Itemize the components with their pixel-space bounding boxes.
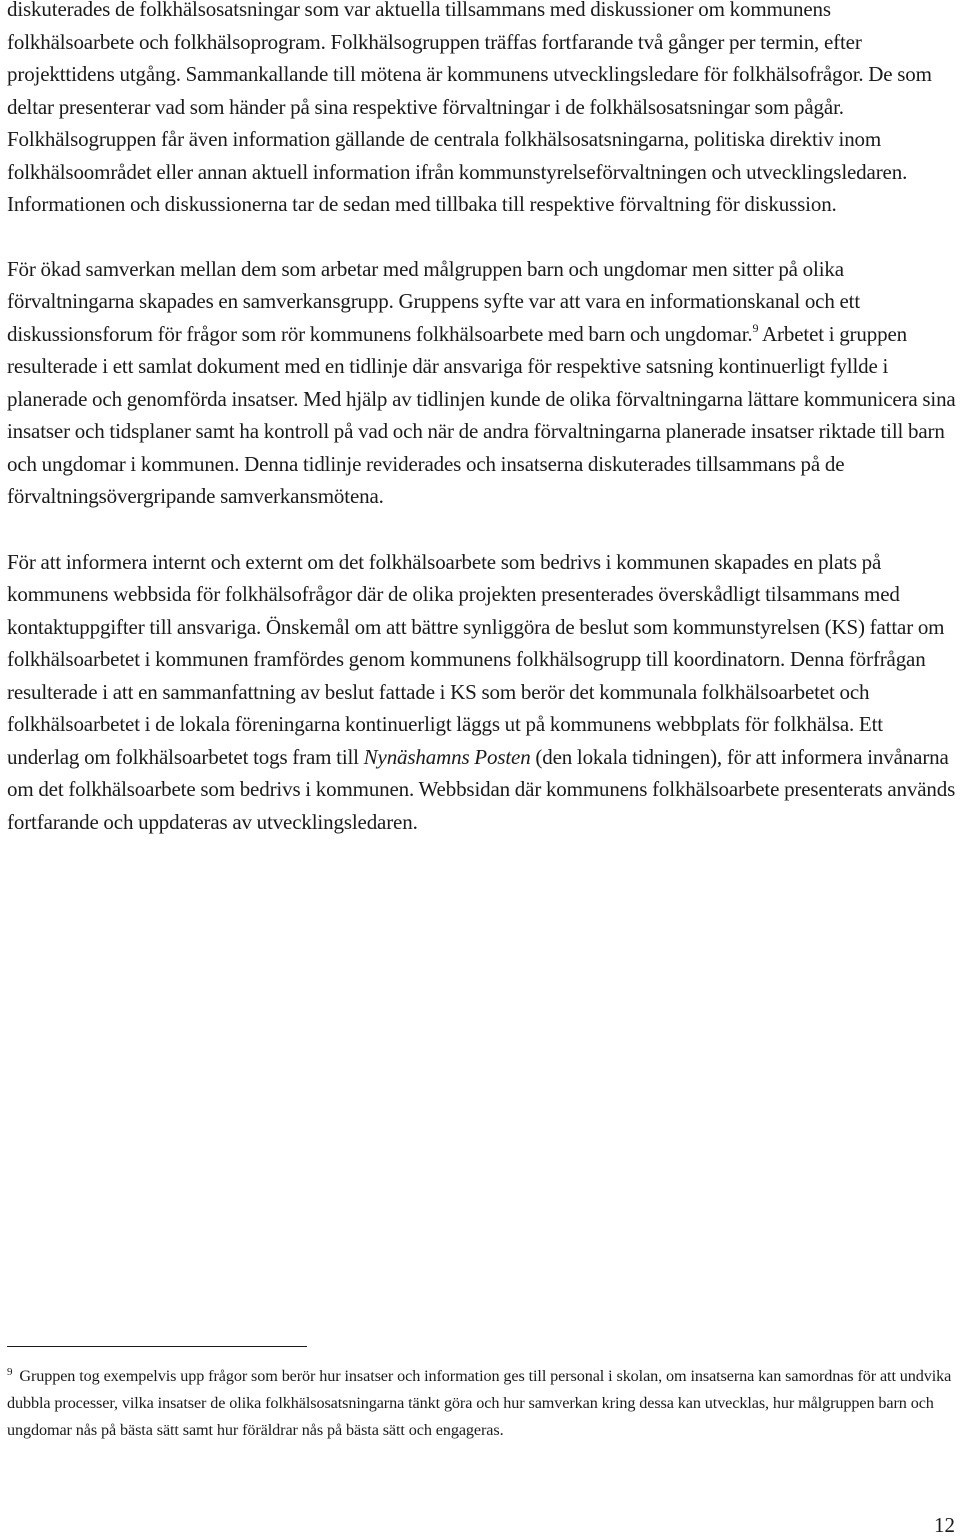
- footnote-number: 9: [7, 1366, 13, 1378]
- paragraph-2-text-before: För ökad samverkan mellan dem som arbetar med målgruppen barn och ungdomar men sitter på olika förvaltningarna skapades en samverkansgrupp. Gruppens syfte var att vara en informationskanal och ett diskussionsforum för frågor som rör kommunens folkhälsoarbete med barn och ungdomar.: [7, 256, 861, 346]
- paragraph-3-text-before: För att informera internt och externt om det folkhälsoarbete som bedrivs i kommunen skapades en plats på kommunens webbsida för folkhälsofrågor där de olika projekten presenterades överskådligt tilsammans med kontaktuppgifter till ansvariga. Önskemål om att bättre synliggöra de beslut som kommunstyrelsen (KS) fattar om folkhälsoarbetet i kommunen framfördes genom kommunens folkhälsogrupp till koordinatorn. Denna förfrågan resulterade i att en sammanfattning av beslut fattade i KS som berör det kommunala folkhälsoarbetet och folkhälsoarbetet i de lokala föreningarna kontinuerligt läggs ut på kommunens webbplats för folkhälsa. Ett underlag om folkhälsoarbetet togs fram till: [7, 549, 945, 769]
- paragraph-folkhalsogruppen: [7, 0, 959, 221]
- paragraph-3-text-after: (den lokala tidningen), för att informera invånarna om det folkhälsoarbete som bedrivs i kommunen. Webbsidan där kommunens folkhälsoarbete presenterats används fortfarande och uppdateras av utvecklingsledaren.: [7, 744, 956, 834]
- footnote: [7, 1363, 957, 1444]
- paragraph-2-text-after: Arbetet i gruppen resulterade i ett samlat dokument med en tidlinje där ansvariga för respektive satsning kontinuerligt fyllde i planerade och genomförda insatser. Med hjälp av tidlinjen kunde de olika förvaltningarna lättare kommunicera sina insatser och tidsplaner samt ha kontroll på vad och när de andra förvaltningarna planerade insatser riktade till barn och ungdomar i kommunen. Denna tidlinje reviderades och insatserna diskuterades tillsammans på de förvaltningsövergripande samverkansmötena.: [7, 321, 956, 508]
- footnote-reference[interactable]: 9: [752, 320, 759, 335]
- footnote-separator: [7, 1346, 307, 1347]
- paragraph-samverkansgrupp: [7, 253, 959, 513]
- newspaper-name: Nynäshamns Posten: [363, 744, 531, 769]
- paragraph-1-text: diskuterades de folkhälsosatsningar som var aktuella tillsammans med diskussioner om kommunens folkhälsoarbete och folkhälsoprogram. Folkhälsogruppen träffas fortfarande två gånger per termin, efter projekttidens utgång. Sammankallande till mötena är kommunens utvecklingsledare för folkhälsofrågor. De som deltar presenterar vad som händer på sina respektive förvaltningar i de folkhälsosatsningar som pågår. Folkhälsogruppen får även information gällande de centrala folkhälsosatsningarna, politiska direktiv inom folkhälsoområdet eller annan aktuell information ifrån kommunstyrelseförvaltningen och utvecklingsledaren. Informationen och diskussionerna tar de sedan med tillbaka till respektive förvaltning för diskussion.: [7, 0, 932, 216]
- footnote-text: Gruppen tog exempelvis upp frågor som berör hur insatser och information ges till personal i skolan, om insatserna kan samordnas för att undvika dubbla processer, vilka insatser de olika folkhälsosatsningarna tänkt göra och hur samverkan kring dessa kan utvecklas, hur målgruppen barn och ungdomar nås på bästa sätt samt hur föräldrar nås på bästa sätt och engageras.: [7, 1367, 952, 1439]
- paragraph-webbsida: [7, 546, 959, 839]
- page-number: 12: [934, 1513, 955, 1537]
- page-body: [7, 0, 959, 838]
